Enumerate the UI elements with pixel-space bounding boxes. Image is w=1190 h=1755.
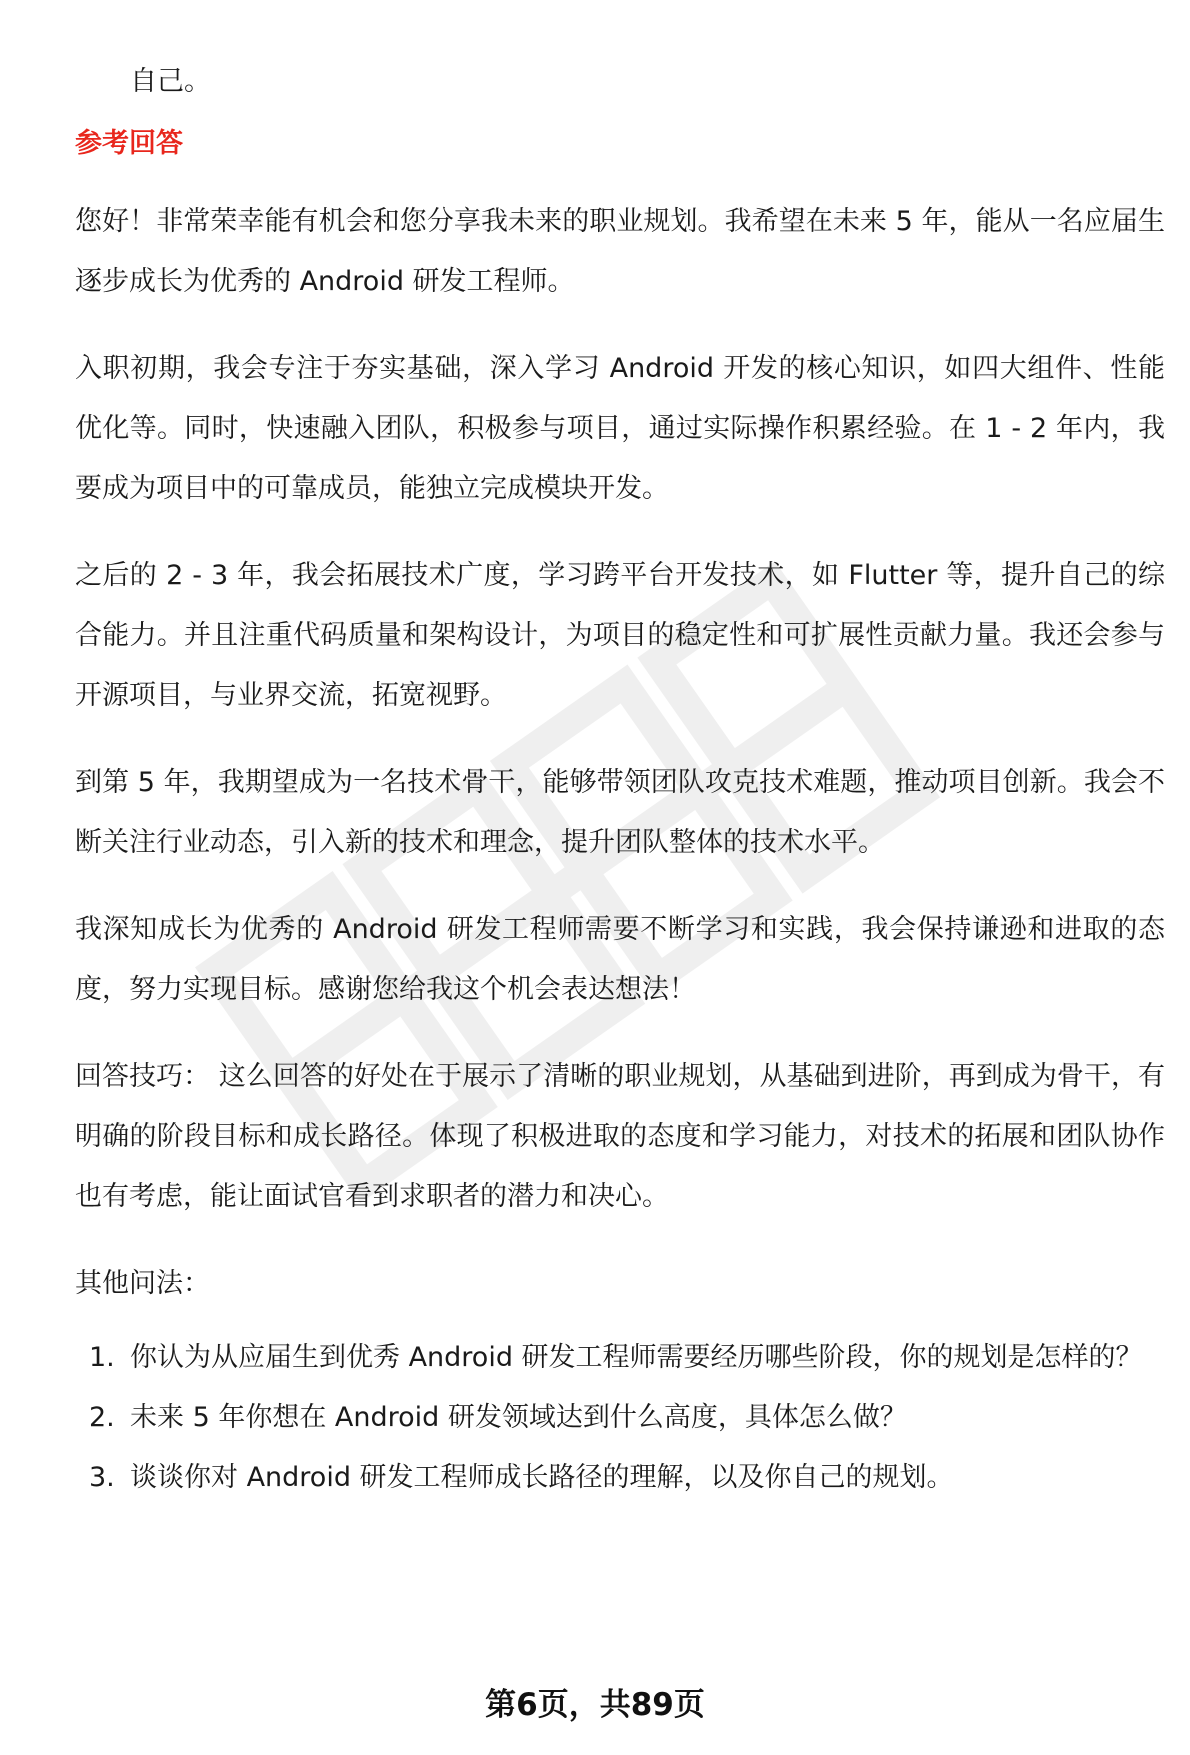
section-title-reference-answer: 参考回答 bbox=[75, 128, 183, 159]
list-item bbox=[75, 1388, 1165, 1448]
continuation-text: 自己。 bbox=[130, 66, 211, 97]
list-item bbox=[75, 1328, 1165, 1388]
question-text: 未来 5 年你想在 Android 研发领域达到什么高度，具体怎么做？ bbox=[130, 1402, 907, 1433]
list-number: 3. bbox=[89, 1462, 115, 1493]
paragraph-mid-stage: 之后的 2 - 3 年，我会拓展技术广度，学习跨平台开发技术，如 Flutter 等，提升自己的综合能力。并且注重代码质量和架构设计，为项目的稳定性和可扩展性贡献力量。我还会参与开源项目，与业界交流，拓宽视野。 bbox=[75, 560, 1165, 711]
other-questions-label: 其他问法： bbox=[75, 1268, 210, 1299]
other-questions-list bbox=[75, 1328, 1165, 1508]
list-item bbox=[75, 1448, 1165, 1508]
list-number: 2. bbox=[89, 1402, 115, 1433]
page-number-footer: 第6页，共89页 bbox=[485, 1687, 705, 1723]
document-body bbox=[75, 62, 1165, 1508]
paragraph-year-five: 到第 5 年，我期望成为一名技术骨干，能够带领团队攻克技术难题，推动项目创新。我会不断关注行业动态，引入新的技术和理念，提升团队整体的技术水平。 bbox=[75, 767, 1165, 858]
paragraph-closing: 我深知成长为优秀的 Android 研发工程师需要不断学习和实践，我会保持谦逊和进取的态度，努力实现目标。感谢您给我这个机会表达想法！ bbox=[75, 914, 1165, 1005]
list-number: 1. bbox=[89, 1342, 115, 1373]
paragraph-greeting: 您好！非常荣幸能有机会和您分享我未来的职业规划。我希望在未来 5 年，能从一名应届生逐步成长为优秀的 Android 研发工程师。 bbox=[75, 206, 1165, 297]
question-text: 谈谈你对 Android 研发工程师成长路径的理解，以及你自己的规划。 bbox=[130, 1462, 954, 1493]
paragraph-answer-tips: 回答技巧： 这么回答的好处在于展示了清晰的职业规划，从基础到进阶，再到成为骨干，有明确的阶段目标和成长路径。体现了积极进取的态度和学习能力，对技术的拓展和团队协作也有考虑，能让面试官看到求职者的潜力和决心。 bbox=[75, 1061, 1165, 1212]
paragraph-early-stage: 入职初期，我会专注于夯实基础，深入学习 Android 开发的核心知识，如四大组件、性能优化等。同时，快速融入团队，积极参与项目，通过实际操作积累经验。在 1 - 2 年内，我要成为项目中的可靠成员，能独立完成模块开发。 bbox=[75, 353, 1165, 504]
question-text: 你认为从应届生到优秀 Android 研发工程师需要经历哪些阶段，你的规划是怎样的？ bbox=[130, 1342, 1143, 1373]
